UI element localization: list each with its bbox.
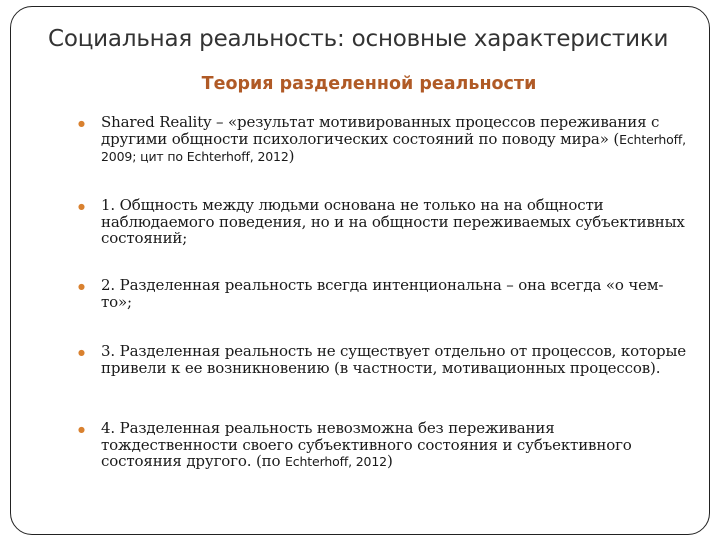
bullet-reference: Echterhoff, 2009; цит по Echterhoff, 2012 [101,131,686,164]
bullet-icon: ● [78,119,85,128]
bullet-reference: Echterhoff, 2012 [285,454,387,469]
bullet-icon: ● [78,425,85,434]
slide-subtitle-text: Теория разделенной реальности [201,74,537,94]
bullet-icon: ● [78,282,85,291]
bullet-text: 3. Разделенная реальность не существует отдельно от процессов, которые привели к ее возникновению (в частности, мотивационных процессов). [101,342,687,377]
bullet-icon: ● [78,202,85,211]
bullet-text [101,114,690,166]
bullet-icon: ● [78,348,85,357]
bullet-text: 2. Разделенная реальность всегда интенциональна – она всегда «о чем-то»; [101,276,664,311]
bullet-text [101,420,690,471]
slide-title: Социальная реальность: основные характеристики [48,26,669,52]
slide-subtitle [0,74,720,94]
bullet-text-main: 4. Разделенная реальность невозможна без переживания тождественности своего субъективного состояния и субъективного состояния другого. (по [101,419,632,470]
bullet-text-suffix: ) [386,452,393,470]
bullet-text: 1. Общность между людьми основана не только на на общности наблюдаемого поведения, но и на общности переживаемых субъективных состояний; [101,196,685,247]
bullet-text-main: Shared Reality – «результат мотивированных процессов переживания с другими общности психологических состояний по поводу мира» ( [101,113,660,148]
bullet-text-suffix: ) [288,147,295,165]
